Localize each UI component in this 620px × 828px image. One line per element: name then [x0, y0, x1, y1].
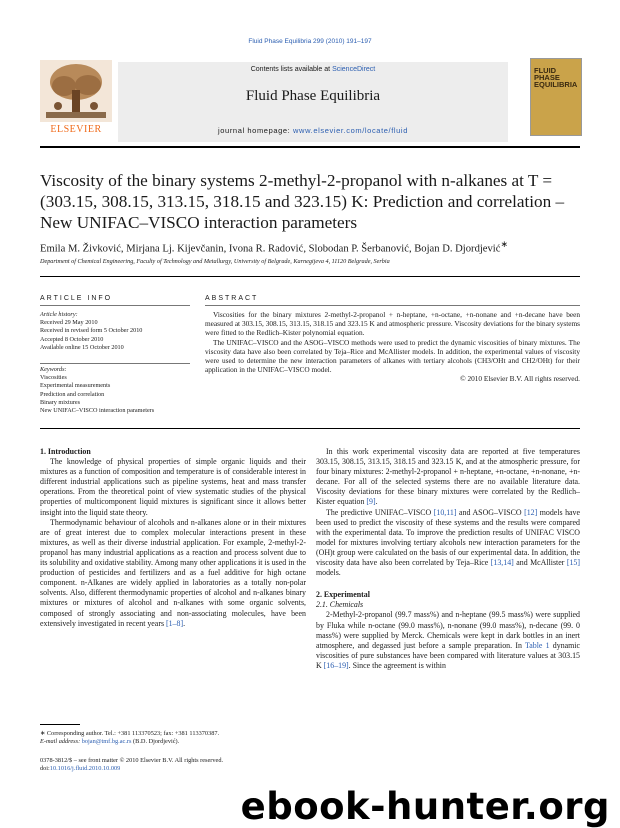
abstract-copyright: © 2010 Elsevier B.V. All rights reserved. [460, 374, 580, 384]
watermark-text: ebook-hunter.org [240, 785, 610, 828]
subsection-heading: 2.1. Chemicals [316, 600, 364, 610]
article-info-rule [40, 305, 190, 306]
doi-label: doi: [40, 765, 50, 772]
citation-link[interactable]: [1–8] [165, 618, 184, 628]
publisher-name: ELSEVIER [50, 124, 102, 135]
issn-block [40, 757, 306, 773]
affiliation: Department of Chemical Engineering, Faculty of Technology and Metallurgy, University of Belgrade, Karnegijeva 4, 11120 Belgrade, Serbia [40, 258, 390, 265]
keyword-item: Experimental measurements [40, 382, 111, 390]
section-heading: 1. Introduction [40, 447, 91, 456]
journal-title: Fluid Phase Equilibria [245, 88, 381, 104]
history-item: Accepted 8 October 2010 [40, 335, 104, 343]
keywords-label: Keywords: [40, 366, 67, 373]
footnote-rule [40, 724, 80, 725]
keyword-item: Binary mixtures [40, 398, 81, 406]
email-label: E-mail address: [40, 738, 82, 745]
history-item: Available online 15 October 2010 [40, 343, 124, 351]
body-paragraph: Thermodynamic behaviour of alcohols and n-alkanes alone or in their mixtures are of great interest due to complex molecular interactions present in these mixtures, as well as their diverse industrial application. For example, 2-methyl-2-propanol has many industrial applications as a reaction and process solvent due to its solubility and oxidative stability. Among many other applications it is used in the production of pesticides and fertilizers and as a fuel additive for high octane component. n-Alkanes are widely applied in laboratories as a totally non-polar solvents. Also, different thermodynamic properties of alcohol and n-alkanes binary mixtures or mixtures of alcohol and n-alkanes with some organic solvents, composed of strongly associating and non-associating molecules, have been extensively investigated in recent years [1–8]. [40, 517, 306, 628]
journal-cover-image [530, 58, 582, 136]
paragraph-text: models. [316, 568, 341, 578]
article-title: Viscosity of the binary systems 2-methyl-2-propanol with n-alkanes at T = (303.15, 308.15, 313.15, 318.15 and 323.15) K: Prediction and correlation – New UNIFAC–VISCO interaction parameters [40, 171, 565, 232]
citation-link[interactable]: [16–19] [323, 660, 349, 670]
keyword-item: Viscosities [40, 374, 67, 382]
paragraph-text: . Since the agreement is within [348, 660, 446, 670]
body-paragraph [316, 508, 580, 579]
authors-text: Emila M. Živković, Mirjana Lj. Kijevčanin, Ivona R. Radović, Slobodan P. Šerbanović, Bojan D. Djordjević [40, 243, 501, 255]
doi-line [40, 765, 306, 773]
doi-link[interactable]: 10.1016/j.fluid.2010.10.009 [49, 765, 121, 772]
body-rule [40, 428, 580, 429]
author-list [40, 239, 580, 255]
homepage-link[interactable]: www.elsevier.com/locate/fluid [293, 126, 408, 135]
citation-link[interactable]: [10,11] [433, 507, 457, 517]
keywords-rule [40, 363, 190, 364]
keyword-item: Prediction and correlation [40, 390, 105, 398]
abstract-rule [205, 305, 580, 306]
citation-link[interactable]: [13,14] [490, 558, 514, 568]
citation-link[interactable]: [15] [566, 558, 581, 568]
keyword-item: New UNIFAC–VISCO interaction parameters [40, 407, 155, 415]
abstract-heading: ABSTRACT [205, 295, 259, 302]
abstract-paragraph: Viscosities for the binary mixtures 2-methyl-2-propanol + n-heptane, +n-octane, +n-nonane and +n-decane have been measured at 303.15, 308.15, 313.15, 318.15 and 323.15 K and atmospheric pressure. Viscosity deviations for the binary systems were fitted to the Redlich–Kister polynomial equation. [205, 310, 580, 338]
journal-reference[interactable]: Fluid Phase Equilibria 299 (2010) 191–197 [248, 38, 372, 45]
paragraph-text: dynamic viscosities of pure substances have been compared with literature values at 303.15 K [316, 640, 580, 670]
history-item: Received in revised form 5 October 2010 [40, 327, 143, 335]
abstract-paragraph: The UNIFAC–VISCO and the ASOG–VISCO methods were used to predict the dynamic viscosities of binary mixtures. The viscosity data have also been correlated by Teja–Rice and McAllister models. In addition, the experimental values of viscosity were used to determine the new interaction parameters of alkanes with tertiary alcohols (CH3/OHt and CH2/OHt) for their application in the UNIFAC–VISCO model. [205, 337, 580, 375]
elsevier-tree-icon [40, 60, 112, 130]
issn-line: 0378-3812/$ – see front matter © 2010 Elsevier B.V. All rights reserved. [40, 757, 224, 764]
paragraph-text: models have been used to predict the viscosity of these systems and the results were compared with the experimental data. To improve the prediction results of UNIFAC VISCO model for mixtures involving tertiary alcohols new interaction parameters for the (OH)t group were calculated on the basis of our experimental data. In addition, the viscosity data have also been correlated by Teja–Rice [316, 507, 580, 568]
paragraph-text: and McAllister [513, 558, 567, 568]
paragraph-text: The predictive UNIFAC–VISCO [326, 507, 434, 517]
section-rule [40, 276, 580, 277]
article-history [40, 311, 195, 352]
citation-link[interactable]: [9] [366, 497, 376, 507]
body-paragraph: The knowledge of physical properties of simple organic liquids and their mixtures as a function of composition and temperature is of considerable interest in different industrial applications such as pipeline systems, heat and mass transfer operations. From the theoretical point of view systematic studies of the physical properties of multicomponent liquid mixtures is significant since it allows better insight into the liquid state theory. [40, 457, 306, 517]
history-label: Article history: [40, 311, 78, 318]
email-link[interactable]: bojan@tmf.bg.ac.rs [81, 738, 132, 745]
homepage-prefix: journal homepage: [218, 126, 294, 135]
body-paragraph [316, 610, 580, 671]
abstract-text [205, 310, 580, 384]
article-info-heading: ARTICLE INFO [40, 295, 113, 302]
header-rule [40, 146, 580, 148]
body-column-left [40, 447, 306, 629]
sciencedirect-link[interactable]: ScienceDirect [332, 66, 376, 73]
corresponding-author-note: ∗ Corresponding author. Tel.: +381 113370523; fax: +381 113370387. [40, 730, 220, 737]
cover-title: FLUID PHASE EQUILIBRIA [534, 66, 578, 89]
corresponding-author-mark[interactable]: ∗ [500, 239, 508, 249]
contents-prefix: Contents lists available at [250, 66, 333, 73]
contents-line [118, 66, 508, 73]
footnote [40, 730, 306, 746]
citation-link[interactable]: [12] [524, 507, 538, 517]
body-paragraph: In this work experimental viscosity data are reported at five temperatures 303.15, 308.15, 313.15, 318.15 and 323.15 K, and at the atmospheric pressure, for four binary mixtures: 2-methyl-2-propanol + n-heptane, +n-octane, +n-nonane, +n-decane. For all of the selected systems there are no available literature data. Viscosity deviations for these binary mixtures were correlated by the Redlich–Kister equation [9]. [316, 447, 580, 507]
section-heading: 2. Experimental [316, 590, 370, 600]
paragraph-text: 2-Methyl-2-propanol (99.7 mass%) and n-heptane (99.5 mass%) were supplied by Fluka while n-octane (99.0 mass%), n-nonane (99.0 mass%), n-decane (99. 0 mass%) were supplied by Merck. Chemicals were kept in dark bottles in an inert atmosphere, and degassed just before a sample preparation. In [316, 610, 580, 650]
email-suffix: (B.D. Djordjević). [131, 738, 180, 745]
keywords [40, 366, 195, 415]
history-item: Received 29 May 2010 [40, 319, 98, 327]
journal-homepage [118, 126, 508, 135]
email-line [40, 738, 306, 746]
body-column-right [316, 447, 580, 671]
paragraph-text: In this work experimental viscosity data are reported at five temperatures 303.15, 308.15, 313.15, 318.15 and 323.15 K, and at the atmospheric pressure, for four binary mixtures: 2-methyl-2-propanol + n-heptane, +n-octane, +n-nonane, +n-decane. For all of the selected systems there are no available literature data. Viscosity deviations for these binary mixtures were correlated by the Redlich–Kister equation [316, 447, 580, 507]
paragraph-text: and ASOG–VISCO [456, 507, 525, 517]
paragraph-text: Thermodynamic behaviour of alcohols and n-alkanes alone or in their mixtures are of great interest due to complex molecular interactions present in these mixtures, as well as their diverse industrial application. For example, 2-methyl-2-propanol has many industrial applications as a reaction and process solvent due to its solubility and oxidative stability. Among many other applications it is used in the production of pesticides and fertilizers and as a fuel additive for high octane component. n-Alkanes are widely applied in laboratories as a totally non-polar solvents. Also, different thermodynamic properties of alcohol and n-alkanes binary mixtures or mixtures of alcohol and n-alkanes with some organic solvents, composed of strongly associating and non-associating molecules, have been extensively investigated in recent years [40, 517, 306, 628]
table-link[interactable]: Table 1 [524, 640, 550, 650]
